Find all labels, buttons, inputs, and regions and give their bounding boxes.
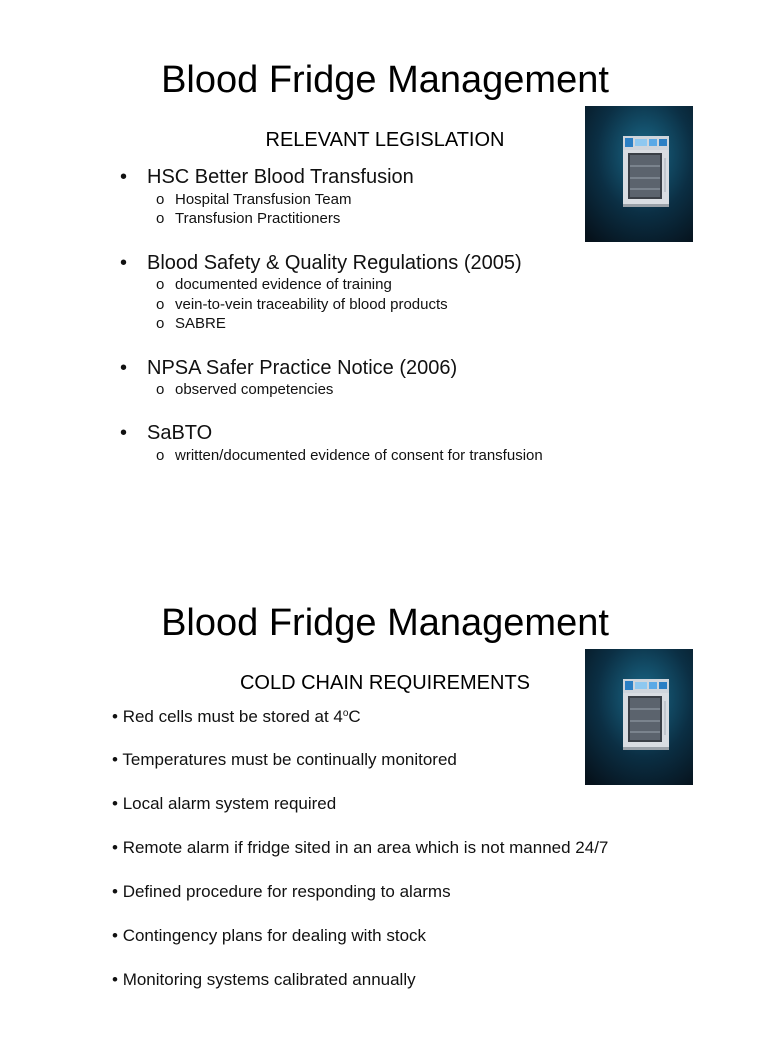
bullet-item (112, 881, 451, 903)
sub-bullet-item (156, 446, 543, 465)
bullet-label: NPSA Safer Practice Notice (2006) (147, 357, 458, 379)
sub-bullet-marker: o (156, 191, 165, 208)
sub-bullet-marker: o (156, 381, 165, 398)
sub-bullet-label: Hospital Transfusion Team (175, 191, 352, 208)
bullet-marker: • (112, 926, 118, 945)
bullet-item (112, 969, 416, 991)
bullet-label: Contingency plans for dealing with stock (122, 926, 427, 945)
bullet-item (120, 165, 414, 189)
bullet-item (112, 837, 608, 859)
bullet-item (120, 421, 212, 445)
sub-bullet-item (156, 314, 226, 333)
bullet-item (112, 925, 426, 947)
sub-bullet-item (156, 190, 351, 209)
slide-subtitle: COLD CHAIN REQUIREMENTS (239, 672, 531, 694)
sub-bullet-item (156, 380, 333, 399)
bullet-marker: • (120, 166, 128, 188)
bullet-marker: • (112, 750, 118, 769)
bullet-item (112, 706, 361, 728)
bullet-marker: • (112, 970, 118, 989)
sub-bullet-label: documented evidence of training (175, 276, 392, 293)
bullet-label: Temperatures must be continually monitored (122, 750, 457, 769)
sub-bullet-marker: o (156, 296, 165, 313)
bullet-marker: • (120, 252, 128, 274)
degree-superscript: o (342, 708, 349, 719)
bullet-label: Blood Safety & Quality Regulations (2005) (147, 252, 522, 274)
sub-bullet-marker: o (156, 315, 165, 332)
slide-subtitle: RELEVANT LEGISLATION (265, 129, 505, 151)
bullet-label: HSC Better Blood Transfusion (147, 166, 414, 188)
bullet-label: Red cells must be stored at 4 (122, 707, 343, 726)
bullet-item (112, 749, 457, 771)
bullet-label: Defined procedure for responding to alarms (122, 882, 451, 901)
bullet-label: SaBTO (147, 422, 213, 444)
slide-title: Blood Fridge Management (161, 59, 609, 101)
bullet-marker: • (120, 357, 128, 379)
sub-bullet-label: Transfusion Practitioners (175, 210, 341, 227)
bullet-label: Local alarm system required (122, 794, 337, 813)
bullet-item (120, 251, 522, 275)
sub-bullet-marker: o (156, 276, 165, 293)
bullet-marker: • (112, 794, 118, 813)
slide-relevant-legislation (0, 0, 768, 512)
bullet-item (112, 793, 336, 815)
sub-bullet-item (156, 209, 340, 228)
bullet-marker: • (112, 707, 118, 726)
bullet-label: Remote alarm if fridge sited in an area which is not manned 24/7 (122, 838, 609, 857)
sub-bullet-item (156, 275, 392, 294)
sub-bullet-label: written/documented evidence of consent for transfusion (175, 447, 543, 464)
sub-bullet-label: SABRE (175, 315, 226, 332)
blood-fridge-photo (585, 649, 693, 785)
sub-bullet-item (156, 295, 448, 314)
sub-bullet-label: observed competencies (175, 381, 334, 398)
sub-bullet-marker: o (156, 447, 165, 464)
blood-fridge-photo (585, 106, 693, 242)
slide-title: Blood Fridge Management (161, 602, 609, 644)
bullet-item (120, 356, 457, 380)
bullet-unit: C (348, 707, 361, 726)
sub-bullet-label: vein-to-vein traceability of blood products (175, 296, 448, 313)
bullet-marker: • (112, 838, 118, 857)
bullet-marker: • (112, 882, 118, 901)
bullet-marker: • (120, 422, 128, 444)
slide-cold-chain-requirements (0, 540, 768, 1052)
bullet-label: Monitoring systems calibrated annually (122, 970, 416, 989)
sub-bullet-marker: o (156, 210, 165, 227)
